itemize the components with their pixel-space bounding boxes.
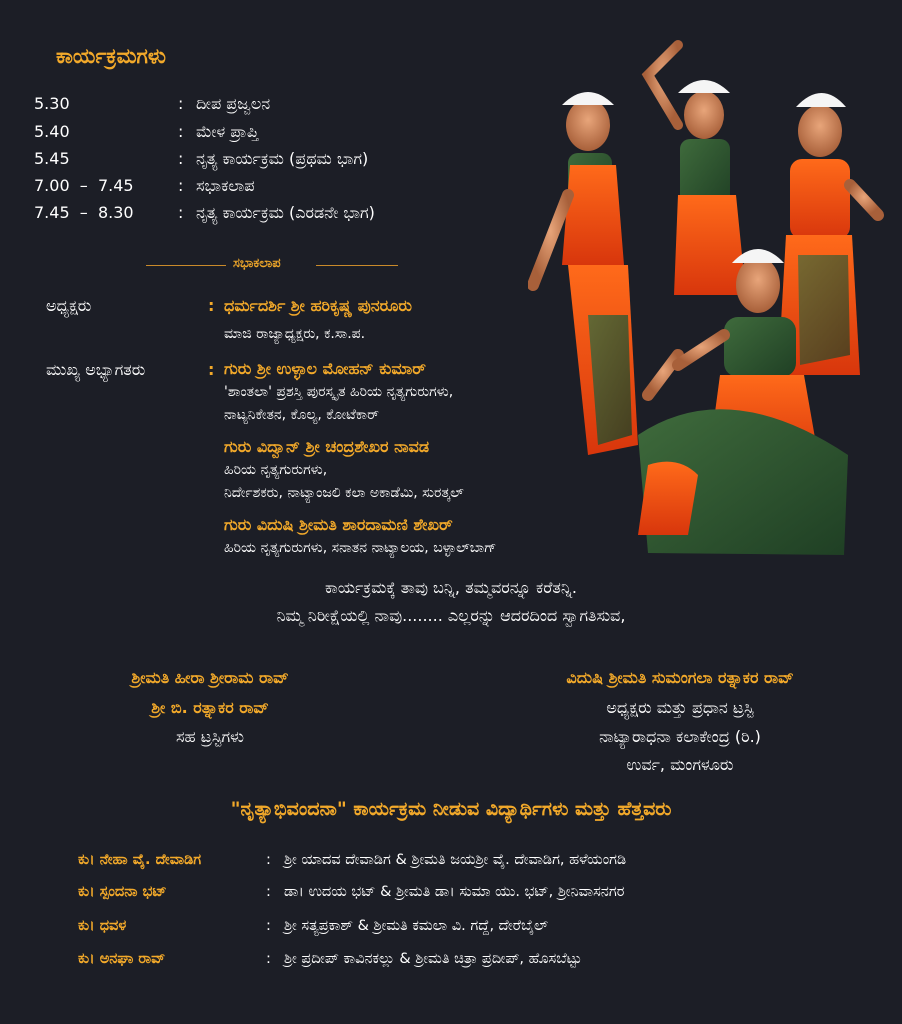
host-right-role-2: ನಾಟ್ಯಾರಾಧನಾ ಕಲಾಕೇಂದ್ರ (ರಿ.)	[599, 727, 761, 746]
dancer-figure	[533, 92, 638, 455]
guest-desc: ಹಿರಿಯ ನೃತ್ಯಗುರುಗಳು, ಸನಾತನ ನಾಟ್ಯಾಲಯ, ಬಳ್ಳಾಲ್‌ಬಾಗ್	[224, 540, 497, 556]
schedule-colon: :	[178, 176, 184, 195]
schedule-item: ನೃತ್ಯ ಕಾರ್ಯಕ್ರಮ (ಎರಡನೇ ಭಾಗ)	[196, 203, 375, 222]
student-colon: :	[266, 884, 271, 900]
schedule-colon: :	[178, 94, 184, 113]
dancer-figure	[648, 45, 746, 295]
student-name: ಕು। ನೇಹಾ ವೈ. ದೇವಾಡಿಗ	[78, 852, 202, 868]
student-parents: ಶ್ರೀ ಪ್ರದೀಪ್ ಕಾವಿನಕಲ್ಲು & ಶ್ರೀಮತಿ ಚಿತ್ರಾ ಪ್ರದೀಪ್, ಹೊಸಬೆಟ್ಟು	[284, 951, 582, 967]
guest-desc: 'ಶಾಂತಲಾ' ಪ್ರಶಸ್ತಿ ಪುರಸ್ಕೃತ ಹಿರಿಯ ನೃತ್ಯಗುರುಗಳು,	[224, 384, 454, 400]
host-name-1: ಶ್ರೀಮತಿ ಹೀರಾ ಶ್ರೀರಾಮ ರಾವ್	[131, 668, 289, 687]
schedule-colon: :	[178, 122, 184, 141]
chief-guests-role: ಮುಖ್ಯ ಅಭ್ಯಾಗತರು	[46, 360, 146, 379]
student-name: ಕು। ಅನಘಾ ರಾವ್	[78, 951, 166, 967]
dancers-image	[528, 35, 884, 563]
host-right-place: ಉರ್ವ, ಮಂಗಳೂರು	[626, 755, 734, 774]
president-role: ಅಧ್ಯಕ್ಷರು	[46, 296, 92, 315]
schedule-time: 5.30	[34, 94, 70, 113]
schedule-time: 5.40	[34, 122, 70, 141]
chief-guests-colon: :	[208, 360, 215, 379]
host-name-2: ಶ್ರೀ ಬಿ. ರತ್ನಾಕರ ರಾವ್	[151, 698, 269, 717]
host-right-role-1: ಅಧ್ಯಕ್ಷರು ಮತ್ತು ಪ್ರಧಾನ ಟ್ರಸ್ಟಿ	[606, 698, 754, 717]
guest-name: ಗುರು ಶ್ರೀ ಉಳ್ಳಾಲ ಮೋಹನ್ ಕುಮಾರ್	[224, 359, 426, 378]
schedule-item: ನೃತ್ಯ ಕಾರ್ಯಕ್ರಮ (ಪ್ರಥಮ ಭಾಗ)	[196, 149, 369, 168]
president-name: ಧರ್ಮದರ್ಶಿ ಶ್ರೀ ಹರಿಕೃಷ್ಣ ಪುನರೂರು	[224, 296, 412, 315]
invite-line-1: ಕಾರ್ಯಕ್ರಮಕ್ಕೆ ತಾವು ಬನ್ನಿ, ತಮ್ಮವರನ್ನೂ ಕರೆತನ್ನಿ.	[324, 578, 577, 597]
invite-line-2: ನಿಮ್ಮ ನಿರೀಕ್ಷೆಯಲ್ಲಿ ನಾವು........ ಎಲ್ಲರನ್ನು ಆದರದಿಂದ ಸ್ವಾಗತಿಸುವ,	[276, 606, 626, 625]
guest-desc: ನಿರ್ದೇಶಕರು, ನಾಟ್ಯಾಂಜಲಿ ಕಲಾ ಅಕಾಡೆಮಿ, ಸುರತ್ಕಲ್	[224, 485, 464, 501]
student-parents: ಶ್ರೀ ಸತ್ಯಪ್ರಕಾಶ್ & ಶ್ರೀಮತಿ ಕಮಲಾ ವಿ. ಗದ್ದೆ, ದೇರೆಬೈಲ್	[284, 918, 549, 934]
sabha-heading: ಸಭಾಕಲಾಪ	[233, 256, 281, 271]
schedule-time: 7.00 – 7.45	[34, 176, 134, 195]
program-title: ಕಾರ್ಯಕ್ರಮಗಳು	[56, 44, 166, 68]
president-desc: ಮಾಜಿ ರಾಜ್ಯಾಧ್ಯಕ್ಷರು, ಕ.ಸಾ.ಪ.	[224, 326, 366, 342]
host-right-name: ವಿದುಷಿ ಶ್ರೀಮತಿ ಸುಮಂಗಲಾ ರತ್ನಾಕರ ರಾವ್	[566, 668, 794, 687]
student-colon: :	[266, 852, 271, 868]
schedule-time: 7.45 – 8.30	[34, 203, 134, 222]
schedule-item: ದೀಪ ಪ್ರಜ್ವಲನ	[196, 94, 271, 113]
students-heading: "ನೃತ್ಯಾಭಿವಂದನಾ" ಕಾರ್ಯಕ್ರಮ ನೀಡುವ ವಿದ್ಯಾರ್ಥಿಗಳು ಮತ್ತು ಹೆತ್ತವರು	[230, 798, 672, 820]
host-role: ಸಹ ಟ್ರಸ್ಟಿಗಳು	[176, 727, 244, 746]
student-colon: :	[266, 918, 271, 934]
guest-name: ಗುರು ವಿದ್ವಾನ್ ಶ್ರೀ ಚಂದ್ರಶೇಖರ ನಾವಡ	[224, 437, 430, 456]
guest-name: ಗುರು ವಿದುಷಿ ಶ್ರೀಮತಿ ಶಾರದಾಮಣಿ ಶೇಖರ್	[224, 515, 453, 534]
student-name: ಕು। ಸ್ಪಂದನಾ ಭಟ್	[78, 884, 167, 900]
divider-line-right	[316, 265, 398, 266]
schedule-item: ಮೇಳ ಪ್ರಾಪ್ತಿ	[196, 122, 259, 141]
schedule-colon: :	[178, 203, 184, 222]
president-colon: :	[208, 296, 215, 315]
student-parents: ಡಾ। ಉದಯ ಭಟ್ & ಶ್ರೀಮತಿ ಡಾ। ಸುಮಾ ಯು. ಭಟ್, ಶ್ರೀನಿವಾಸನಗರ	[284, 884, 625, 900]
guest-desc: ನಾಟ್ಯನಿಕೇತನ, ಕೊಲ್ಯ, ಕೋಟೆಕಾರ್	[224, 407, 380, 423]
schedule-colon: :	[178, 149, 184, 168]
student-colon: :	[266, 951, 271, 967]
schedule-item: ಸಭಾಕಲಾಪ	[196, 176, 255, 195]
schedule-time: 5.45	[34, 149, 70, 168]
divider-line-left	[146, 265, 226, 266]
student-name: ಕು। ಧವಳ	[78, 918, 127, 934]
guest-desc: ಹಿರಿಯ ನೃತ್ಯಗುರುಗಳು,	[224, 462, 328, 478]
student-parents: ಶ್ರೀ ಯಾದವ ದೇವಾಡಿಗ & ಶ್ರೀಮತಿ ಜಯಶ್ರೀ ವೈ. ದೇವಾಡಿಗ, ಹಳೆಯಂಗಡಿ	[284, 852, 627, 868]
